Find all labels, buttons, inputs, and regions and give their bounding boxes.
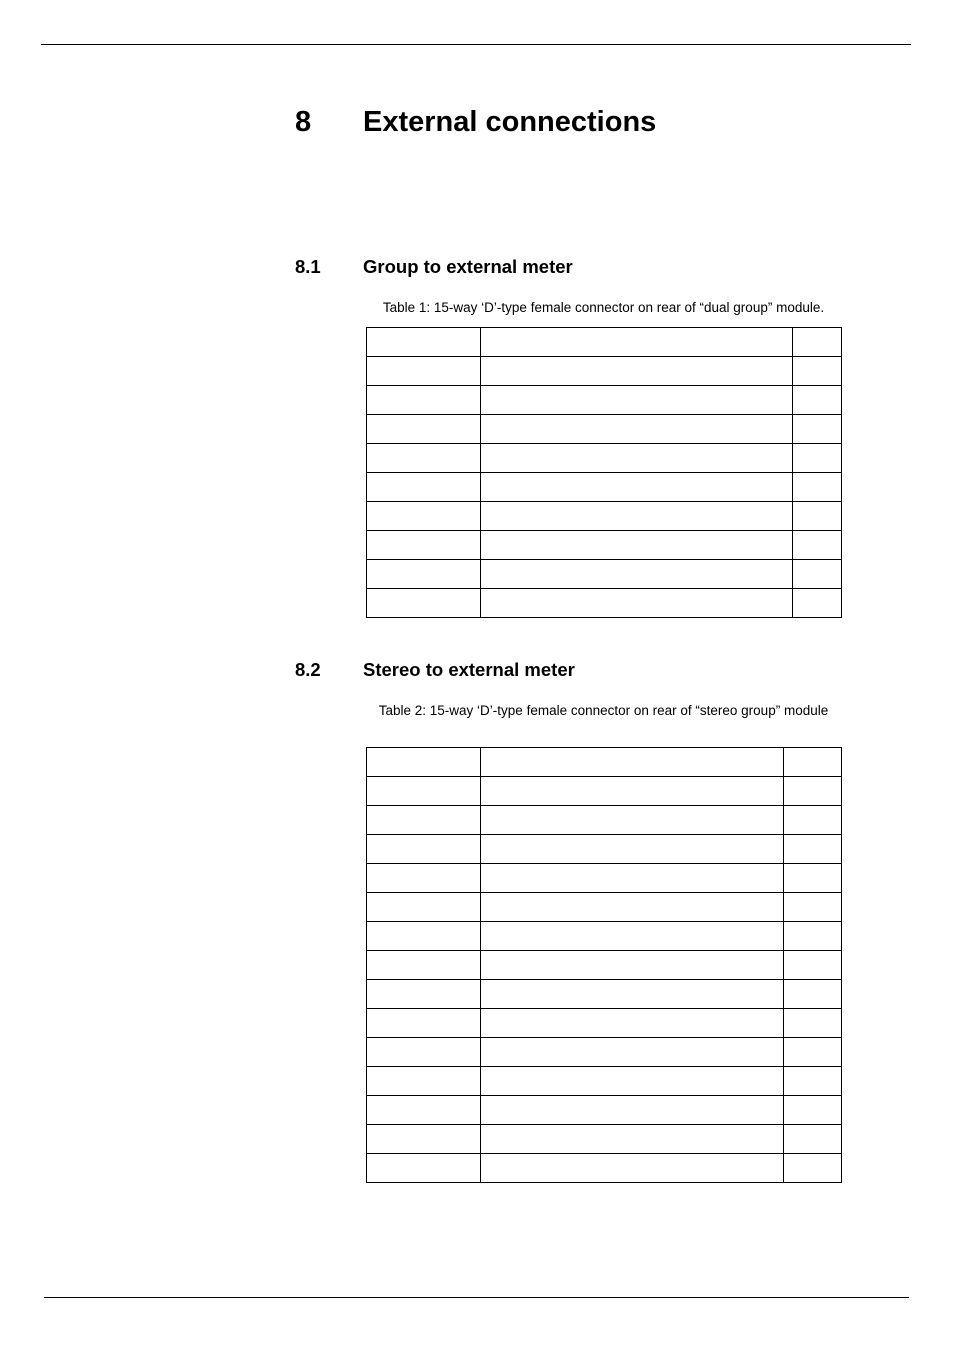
table-row: [367, 951, 842, 980]
footer-rule: [44, 1297, 909, 1298]
table-cell: [793, 502, 842, 531]
table-row: [367, 777, 842, 806]
table-row: [367, 531, 842, 560]
table-row: [367, 835, 842, 864]
table-cell: [367, 864, 481, 893]
table-cell: [367, 1067, 481, 1096]
table-cell: [481, 1009, 784, 1038]
section-title: Group to external meter: [363, 256, 573, 277]
table-cell: [367, 1009, 481, 1038]
table-cell: [367, 980, 481, 1009]
table-cell: [784, 748, 842, 777]
table-cell: [481, 589, 793, 618]
table-row: [367, 589, 842, 618]
table-row: [367, 1154, 842, 1183]
table-cell: [793, 415, 842, 444]
table-cell: [784, 806, 842, 835]
table-cell: [367, 531, 481, 560]
table-row: [367, 357, 842, 386]
table-cell: [481, 1038, 784, 1067]
table-cell: [481, 922, 784, 951]
table-cell: [481, 1125, 784, 1154]
chapter-title: External connections: [363, 106, 657, 138]
table-cell: [367, 415, 481, 444]
table-cell: [367, 835, 481, 864]
table-cell: [481, 864, 784, 893]
table-cell: [481, 357, 793, 386]
table-cell: [784, 1067, 842, 1096]
table-cell: [784, 1009, 842, 1038]
table-cell: [367, 560, 481, 589]
table-cell: [367, 1154, 481, 1183]
table-2-caption: Table 2: 15-way ‘D’-type female connector on rear of “stereo group” module: [378, 703, 829, 718]
table-row: [367, 1009, 842, 1038]
table-1-caption: Table 1: 15-way ‘D’-type female connector on rear of “dual group” module.: [382, 300, 825, 315]
table-cell: [784, 835, 842, 864]
table-cell: [793, 589, 842, 618]
table-cell: [367, 502, 481, 531]
table-cell: [793, 328, 842, 357]
table-cell: [367, 1096, 481, 1125]
table-row: [367, 415, 842, 444]
table-cell: [481, 560, 793, 589]
table-row: [367, 748, 842, 777]
connector-table-2: [366, 747, 842, 1183]
connector-table-1: [366, 327, 842, 618]
table-row: [367, 893, 842, 922]
table-cell: [367, 1038, 481, 1067]
table-cell: [481, 748, 784, 777]
table-cell: [481, 980, 784, 1009]
table-cell: [481, 806, 784, 835]
table-row: [367, 806, 842, 835]
table-cell: [481, 1154, 784, 1183]
table-row: [367, 1096, 842, 1125]
header-rule: [41, 44, 911, 45]
table-cell: [784, 951, 842, 980]
chapter-number: 8: [295, 106, 312, 138]
table-cell: [367, 473, 481, 502]
table-cell: [784, 777, 842, 806]
table-cell: [793, 473, 842, 502]
table-cell: [367, 444, 481, 473]
table-cell: [367, 806, 481, 835]
table-cell: [481, 444, 793, 473]
table-cell: [481, 1096, 784, 1125]
table-cell: [367, 589, 481, 618]
table-cell: [367, 1125, 481, 1154]
table-cell: [367, 777, 481, 806]
table-row: [367, 560, 842, 589]
table-cell: [367, 951, 481, 980]
section-title: Stereo to external meter: [363, 659, 575, 680]
table-cell: [481, 893, 784, 922]
table-cell: [367, 922, 481, 951]
table-row: [367, 1038, 842, 1067]
table-cell: [367, 893, 481, 922]
table-cell: [784, 980, 842, 1009]
table-cell: [481, 328, 793, 357]
table-cell: [481, 1067, 784, 1096]
table-row: [367, 386, 842, 415]
table-row: [367, 502, 842, 531]
table-cell: [481, 777, 784, 806]
table-cell: [784, 922, 842, 951]
section-number: 8.2: [295, 659, 321, 680]
table-row: [367, 980, 842, 1009]
table-cell: [784, 1154, 842, 1183]
table-cell: [784, 1038, 842, 1067]
table-cell: [793, 560, 842, 589]
table-cell: [784, 1096, 842, 1125]
table-row: [367, 1125, 842, 1154]
table-cell: [793, 444, 842, 473]
table-cell: [367, 357, 481, 386]
table-cell: [793, 531, 842, 560]
table-cell: [793, 357, 842, 386]
section-number: 8.1: [295, 256, 321, 277]
table-cell: [367, 328, 481, 357]
table-cell: [481, 531, 793, 560]
table-cell: [481, 386, 793, 415]
table-cell: [793, 386, 842, 415]
table-row: [367, 1067, 842, 1096]
table-row: [367, 328, 842, 357]
table-cell: [481, 473, 793, 502]
table-row: [367, 444, 842, 473]
table-cell: [481, 835, 784, 864]
table-cell: [481, 951, 784, 980]
table-cell: [784, 1125, 842, 1154]
table-row: [367, 864, 842, 893]
table-cell: [481, 415, 793, 444]
table-row: [367, 922, 842, 951]
table-row: [367, 473, 842, 502]
table-cell: [784, 864, 842, 893]
table-cell: [367, 748, 481, 777]
table-cell: [367, 386, 481, 415]
table-cell: [784, 893, 842, 922]
table-cell: [481, 502, 793, 531]
